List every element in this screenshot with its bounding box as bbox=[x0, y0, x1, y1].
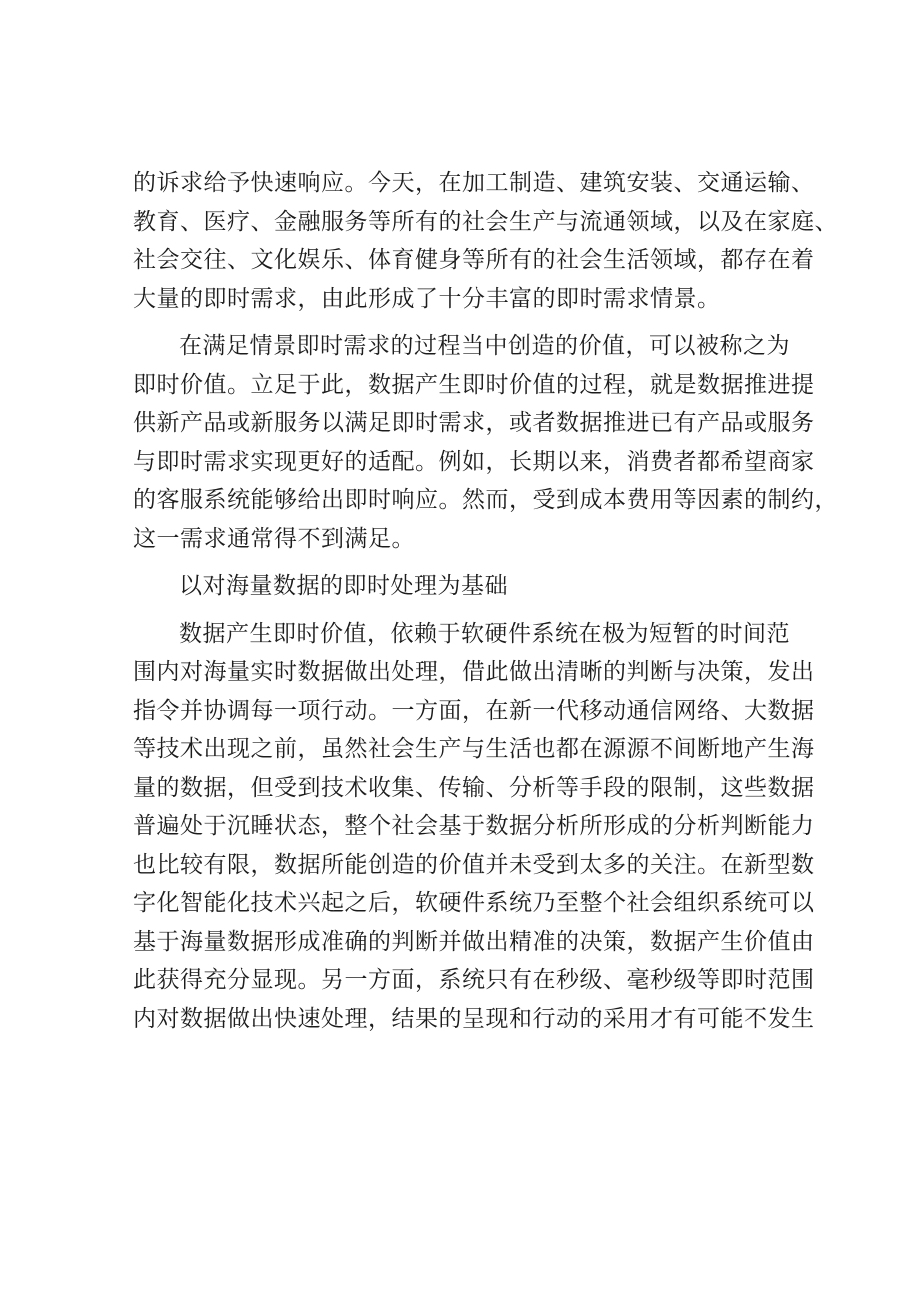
section-heading-block bbox=[133, 567, 823, 606]
text-line: 即时价值。立足于此，数据产生即时价值的过程，就是数据推进提 bbox=[133, 371, 815, 398]
text-line: 的客服系统能够给出即时响应。然而，受到成本费用等因素的制约， bbox=[133, 487, 838, 513]
text-line: 也比较有限，数据所能创造的价值并未受到太多的关注。在新型数 bbox=[133, 851, 815, 878]
text-line: 等技术出现之前，虽然社会生产与生活也都在源源不间断地产生海 bbox=[133, 736, 815, 762]
text-line: 教育、医疗、金融服务等所有的社会生产与流通领域，以及在家庭、 bbox=[133, 208, 838, 235]
text-line: 量的数据，但受到技术收集、传输、分析等手段的限制，这些数据 bbox=[133, 774, 815, 801]
text-line: 数据产生即时价值，依赖于软硬件系统在极为短暂的时间范 bbox=[179, 620, 790, 647]
text-line: 普遍处于沉睡状态，整个社会基于数据分析所形成的分析判断能力 bbox=[133, 813, 815, 839]
text-line: 社会交往、文化娱乐、体育健身等所有的社会生活领域，都存在着 bbox=[133, 247, 815, 273]
text-line: 此获得充分显现。另一方面，系统只有在秒级、毫秒级等即时范围 bbox=[133, 967, 815, 993]
paragraph-2 bbox=[133, 327, 838, 558]
text-line: 供新产品或新服务以满足即时需求，或者数据推进已有产品或服务 bbox=[133, 410, 815, 436]
text-line: 围内对海量实时数据做出处理，借此做出清晰的判断与决策，发出 bbox=[133, 659, 815, 685]
paragraph-3 bbox=[133, 615, 823, 1039]
text-line: 字化智能化技术兴起之后，软硬件系统乃至整个社会组织系统可以 bbox=[133, 890, 815, 916]
text-line: 大量的即时需求，由此形成了十分丰富的即时需求情景。 bbox=[133, 285, 721, 312]
text-line: 的诉求给予快速响应。今天，在加工制造、建筑安装、交通运输、 bbox=[133, 170, 815, 196]
text-line: 指令并协调每一项行动。一方面，在新一代移动通信网络、大数据 bbox=[133, 697, 815, 724]
paragraph-1 bbox=[133, 164, 838, 318]
section-heading: 以对海量数据的即时处理为基础 bbox=[179, 573, 508, 599]
text-line: 基于海量数据形成准确的判断并做出精准的决策，数据产生价值由 bbox=[133, 928, 815, 955]
text-line: 内对数据做出快速处理，结果的呈现和行动的采用才有可能不发生 bbox=[133, 1005, 815, 1032]
text-line: 这一需求通常得不到满足。 bbox=[133, 525, 415, 552]
article-body bbox=[133, 164, 838, 1038]
text-line: 与即时需求实现更好的适配。例如，长期以来，消费者都希望商家 bbox=[133, 448, 815, 475]
text-line: 在满足情景即时需求的过程当中创造的价值，可以被称之为 bbox=[179, 333, 790, 359]
